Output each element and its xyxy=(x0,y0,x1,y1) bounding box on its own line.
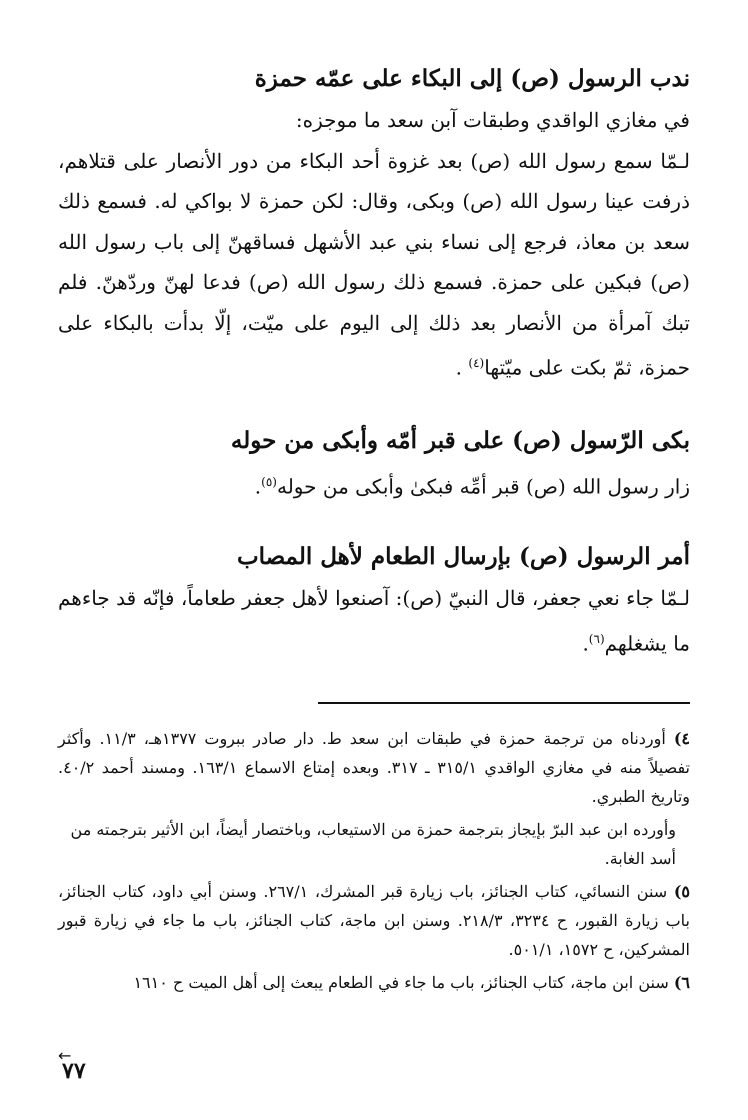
footnote-5 xyxy=(58,877,690,964)
book-page xyxy=(58,58,690,1088)
footnote-number: ٦) xyxy=(673,973,690,992)
continuation-arrow-icon: ← xyxy=(58,1046,72,1065)
footnote-text: أوردناه من ترجمة حمزة في طبقات ابن سعد ط. دار صادر ببروت ١٣٧٧هـ، ١١/٣. وأكثر تفصيلاً منه في مغازي الواقدي ٣١٥/١ ـ ٣١٧. وبعده إمتاع الاسماع ١٦٣/١. ومسند أحمد ٤٠/٢. وتاريخ الطبري. xyxy=(58,729,691,806)
paragraph-end: . xyxy=(455,355,463,380)
section-heading: بكى الرّسول (ص) على قبر أمّه وأبكى من حوله xyxy=(230,427,690,454)
section-heading: أمر الرسول (ص) بإرسال الطعام لأهل المصاب xyxy=(236,543,690,570)
footnote-separator xyxy=(318,702,690,704)
paragraph-text: لـمّا سمع رسول الله (ص) بعد غزوة أحد البكاء من دور الأنصار على قتلاهم، ذرفت عينا رسول الله (ص) وبكى، وقال: لكن حمزة لا بواكي له. فسمع ذلك سعد بن معاذ، فرجع إلى نساء بني عبد الأشهل فساقهنّ إلى باب رسول الله (ص) فبكين على حمزة. فسمع ذلك رسول الله (ص) فدعا لهنّ وردّهنّ. فلم تبك آمرأة من الأنصار بعد ذلك إلى اليوم على ميّت، إلّا بدأت بالبكاء على حمزة، ثمّ بكت على ميّتها xyxy=(58,148,690,380)
footnote-ref: (٤) xyxy=(468,356,485,370)
paragraph-end: . xyxy=(582,631,589,656)
paragraph-text: لـمّا جاء نعي جعفر، قال النبيّ (ص): آصنعوا لأهل جعفر طعاماً، فإنّه قد جاءهم ما يشغلهم xyxy=(58,586,690,656)
paragraph-end: . xyxy=(254,474,262,499)
footnote-4 xyxy=(58,724,690,811)
section-paragraph xyxy=(58,462,690,507)
footnote-number: ٤) xyxy=(673,729,691,748)
section-food-for-bereaved xyxy=(58,536,690,664)
footnote-4-continuation: وأورده ابن عبد البرّ بإيجاز بترجمة حمزة من الاستيعاب، وباختصار أيضاً، ابن الأثير بترجمته من أسد الغابة. xyxy=(70,820,676,868)
footnote-ref: (٦) xyxy=(588,631,605,646)
footnotes xyxy=(58,724,691,1065)
section-paragraph xyxy=(58,141,690,389)
footnote-ref: (٥) xyxy=(261,475,277,489)
section-paragraph xyxy=(58,578,690,664)
footnote-text: سنن ابن ماجة، كتاب الجنائز، باب ما جاء في الطعام يبعث إلى أهل الميت ح ١٦١٠ xyxy=(133,973,669,992)
footnote-6 xyxy=(58,968,690,997)
source-line: في مغازي الواقدي وطبقات آبن سعد ما موجزه: xyxy=(295,108,690,132)
footnote-text: سنن النسائي، كتاب الجنائز، باب زيارة قبر المشرك، ٢٦٧/١. وسنن أبي داود، كتاب الجنائز، باب زيارة القبور، ح ٣٢٣٤، ٢١٨/٣. وسنن ابن ماجة، كتاب الجنائز، باب ما جاء في زيارة قبور المشركين، ح ١٥٧٢، ٥٠١/١. xyxy=(58,882,691,959)
section-mother-grave xyxy=(58,420,690,507)
section-heading: ندب الرسول (ص) إلى البكاء على عمّه حمزة xyxy=(254,65,690,92)
page-number: ٧٧ xyxy=(62,1058,86,1084)
footnote-number: ٥) xyxy=(673,882,691,901)
paragraph-text: زار رسول الله (ص) قبر أمِّه فبكىٰ وأبكى من حوله xyxy=(276,474,690,499)
section-hamza-mourning xyxy=(58,58,690,388)
